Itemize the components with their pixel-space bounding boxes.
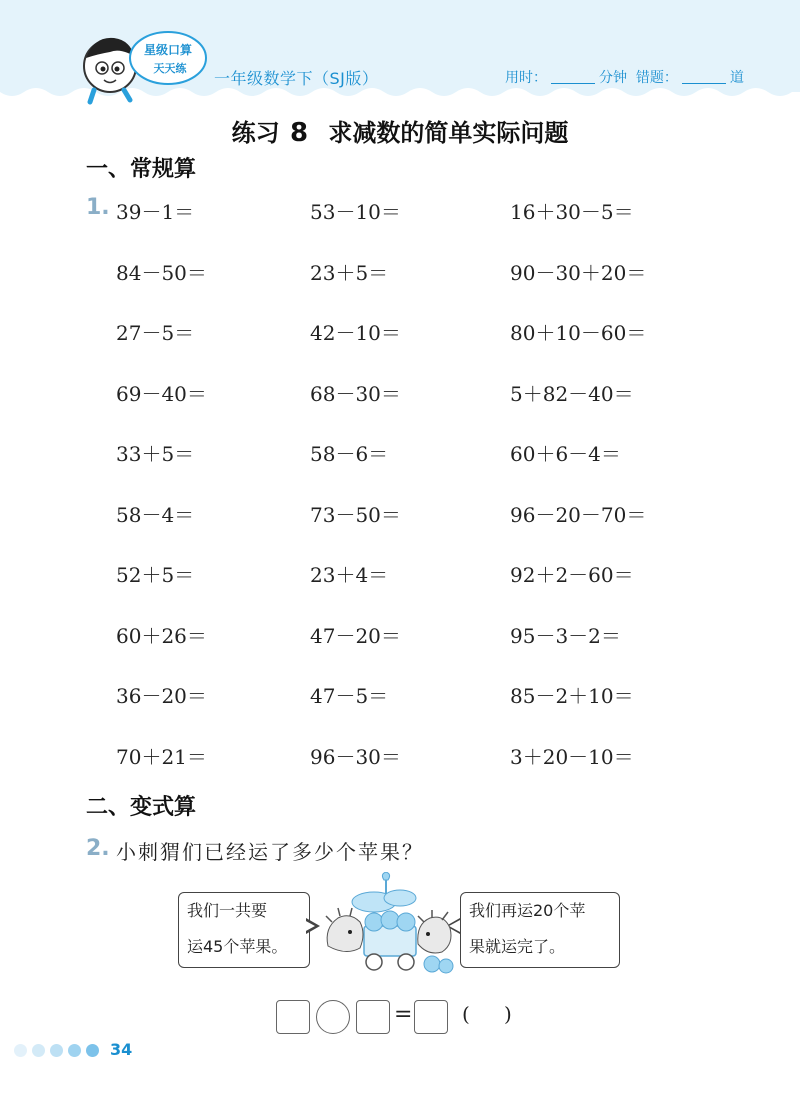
- footer-dot: [68, 1044, 81, 1057]
- error-blank[interactable]: [682, 83, 726, 84]
- bubble-left-line1: 我们一共要: [187, 901, 268, 920]
- expression-item: 58－6＝: [310, 442, 389, 466]
- expression-item: 69－40＝: [116, 382, 207, 406]
- expression-item: 23＋5＝: [310, 261, 389, 285]
- unit-label: 道: [729, 70, 744, 86]
- expression-item: 96－20－70＝: [510, 503, 647, 527]
- error-label: 错题：: [635, 70, 678, 86]
- expression-item: 47－20＝: [310, 624, 401, 648]
- expression-item: 47－5＝: [310, 684, 389, 708]
- section-2-heading: 二、变式算: [86, 795, 197, 820]
- expression-item: 23＋4＝: [310, 563, 389, 587]
- bubble-left-line2: 运45个苹果。: [187, 937, 288, 956]
- footer-dot: [32, 1044, 45, 1057]
- expression-item: 27－5＝: [116, 321, 195, 345]
- expression-item: 16＋30－5＝: [510, 200, 634, 224]
- expression-item: 95－3－2＝: [510, 624, 621, 648]
- expression-item: 5＋82－40＝: [510, 382, 634, 406]
- page-number: 34: [110, 1040, 133, 1059]
- expression-item: 33＋5＝: [116, 442, 195, 466]
- time-label: 用时：: [505, 70, 547, 86]
- equals-sign: =: [394, 1002, 413, 1027]
- expression-item: 85－2＋10＝: [510, 684, 634, 708]
- expression-item: 42－10＝: [310, 321, 401, 345]
- expression-item: 73－50＝: [310, 503, 401, 527]
- svg-text:星级口算: 星级口算: [143, 43, 193, 57]
- expression-item: 60＋26＝: [116, 624, 207, 648]
- expression-item: 58－4＝: [116, 503, 195, 527]
- lesson-name: 求减数的简单实际问题: [328, 119, 569, 147]
- section-1-heading: 一、常规算: [86, 157, 197, 182]
- expression-item: 3＋20－10＝: [510, 745, 634, 769]
- operator-circle[interactable]: [316, 1000, 350, 1034]
- expression-item: 60＋6－4＝: [510, 442, 621, 466]
- answer-box-1[interactable]: [276, 1000, 310, 1034]
- unit-paren-close: ): [504, 1002, 512, 1026]
- expression-item: 92＋2－60＝: [510, 563, 634, 587]
- expression-item: 80＋10－60＝: [510, 321, 647, 345]
- footer-dot: [86, 1044, 99, 1057]
- bubble-left-tail-inner: [304, 920, 315, 932]
- question-2-number: 2.: [86, 836, 110, 861]
- unit-paren-open: (: [462, 1002, 470, 1026]
- footer-dot: [50, 1044, 63, 1057]
- header-meta: [505, 67, 744, 87]
- expression-item: 96－30＝: [310, 745, 401, 769]
- question-2-text: 小刺猬们已经运了多少个苹果？: [116, 840, 424, 864]
- speech-bubble-left: [178, 892, 310, 968]
- footer-dot: [14, 1044, 27, 1057]
- question-1-number: 1.: [86, 195, 110, 220]
- minute-label: 分钟: [599, 70, 627, 86]
- lesson-title: [0, 113, 800, 148]
- answer-box-2[interactable]: [356, 1000, 390, 1034]
- bubble-right-line1: 我们再运20个苹: [469, 901, 586, 920]
- expression-item: 36－20＝: [116, 684, 207, 708]
- expression-item: 52＋5＝: [116, 563, 195, 587]
- expression-item: 68－30＝: [310, 382, 401, 406]
- speech-bubble-right: [460, 892, 620, 968]
- svg-text:天天练: 天天练: [153, 62, 187, 75]
- hedgehog-cart-illustration: [320, 872, 458, 978]
- lesson-number: 8: [289, 118, 309, 148]
- expression-item: 90－30＋20＝: [510, 261, 647, 285]
- time-blank[interactable]: [551, 83, 595, 84]
- expression-item: 70＋21＝: [116, 745, 207, 769]
- expression-item: 84－50＝: [116, 261, 207, 285]
- book-title: 一年级数学下（SJ版）: [214, 69, 379, 88]
- lesson-prefix: 练习: [231, 119, 280, 147]
- expression-item: 53－10＝: [310, 200, 401, 224]
- mascot-logo: [80, 18, 210, 108]
- bubble-right-line2: 果就运完了。: [469, 937, 566, 956]
- answer-box-3[interactable]: [414, 1000, 448, 1034]
- expression-item: 39－1＝: [116, 200, 195, 224]
